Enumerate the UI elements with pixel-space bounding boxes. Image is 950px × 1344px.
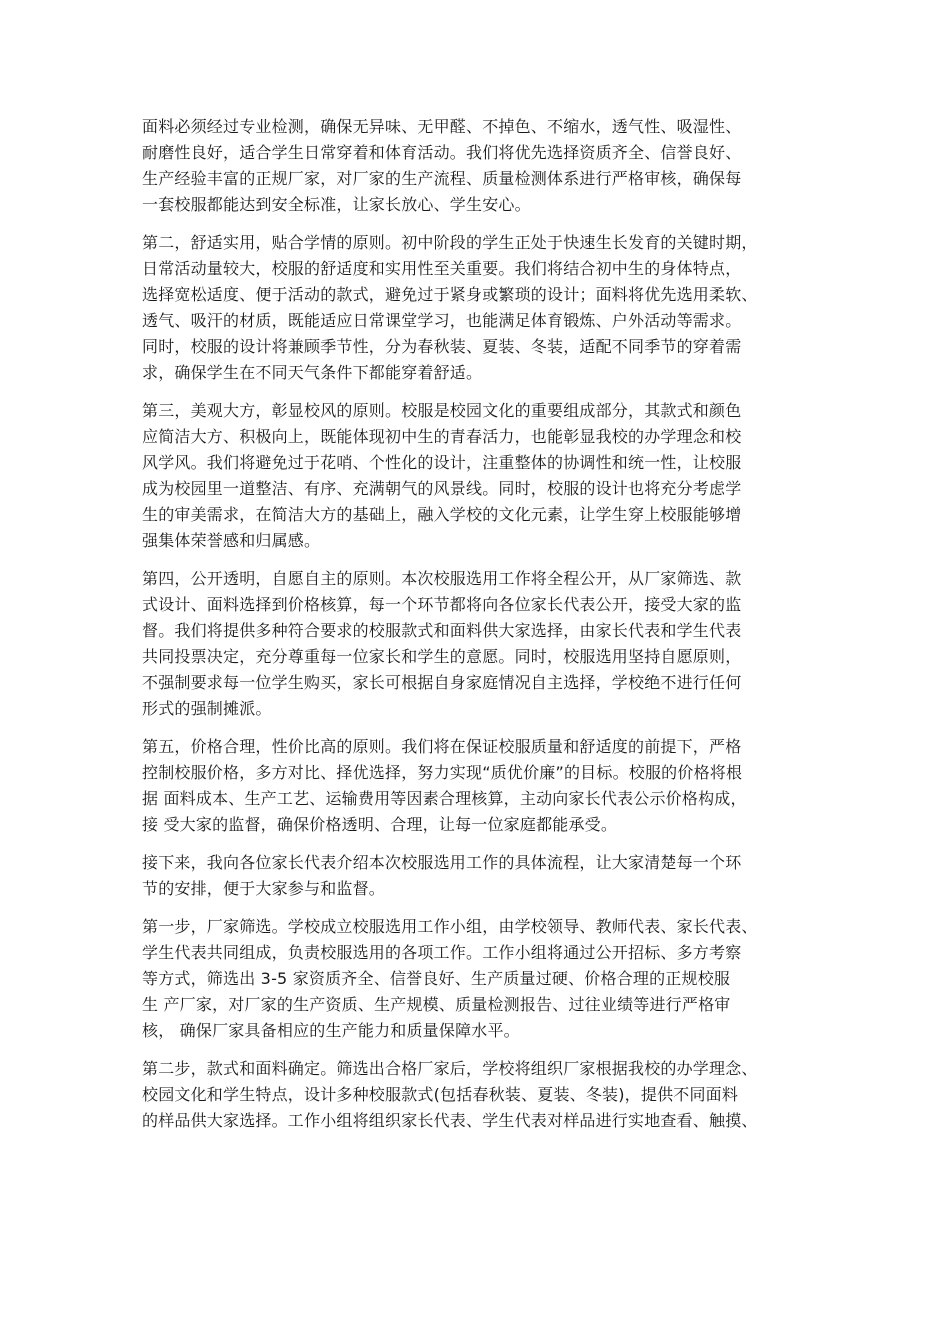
text-line: 应简洁大方、积极向上，既能体现初中生的青春活力，也能彰显我校的办学理念和校	[142, 427, 742, 446]
paragraph	[142, 398, 822, 554]
text-line: 生的审美需求，在简洁大方的基础上，融入学校的文化元素，让学生穿上校服能够增	[142, 505, 742, 524]
paragraph	[142, 734, 822, 838]
text-line: 控制校服价格，多方对比、择优选择，努力实现“质优价廉”的目标。校服的价格将根	[142, 763, 743, 782]
text-line: 选择宽松适度、便于活动的款式，避免过于紧身或繁琐的设计；面料将优先选用柔软、	[142, 285, 758, 304]
text-line: 学生代表共同组成，负责校服选用的各项工作。工作小组将通过公开招标、多方考察	[142, 943, 742, 962]
paragraph	[142, 566, 822, 722]
text-line: 强集体荣誉感和归属感。	[142, 531, 321, 550]
text-line: 接下来，我向各位家长代表介绍本次校服选用工作的具体流程，让大家清楚每一个环	[142, 853, 742, 872]
text-line: 等方式，筛选出 3-5 家资质齐全、信誉良好、生产质量过硬、价格合理的正规校服	[142, 969, 731, 988]
text-line: 成为校园里一道整洁、有序、充满朝气的风景线。同时，校服的设计也将充分考虑学	[142, 479, 742, 498]
text-line: 求，确保学生在不同天气条件下都能穿着舒适。	[142, 363, 483, 382]
text-line: 第四，公开透明，自愿自主的原则。本次校服选用工作将全程公开，从厂家筛选、款	[142, 569, 742, 588]
paragraph	[142, 114, 822, 218]
paragraph	[142, 914, 822, 1044]
text-line: 校园文化和学生特点，设计多种校服款式(包括春秋装、夏装、冬装)，提供不同面料	[142, 1085, 739, 1104]
text-line: 面料必须经过专业检测，确保无异味、无甲醛、不掉色、不缩水，透气性、吸湿性、	[142, 117, 742, 136]
text-line: 第五，价格合理，性价比高的原则。我们将在保证校服质量和舒适度的前提下，严格	[142, 737, 742, 756]
text-line: 形式的强制摊派。	[142, 699, 272, 718]
text-line: 第一步，厂家筛选。学校成立校服选用工作小组，由学校领导、教师代表、家长代表、	[142, 917, 758, 936]
text-line: 生产经验丰富的正规厂家，对厂家的生产流程、质量检测体系进行严格审核，确保每	[142, 169, 742, 188]
text-line: 日常活动量较大，校服的舒适度和实用性至关重要。我们将结合初中生的身体特点，	[142, 259, 742, 278]
text-line: 核， 确保厂家具备相应的生产能力和质量保障水平。	[142, 1021, 520, 1040]
text-line: 接 受大家的监督，确保价格透明、合理，让每一位家庭都能承受。	[142, 815, 618, 834]
text-line: 第三，美观大方，彰显校风的原则。校服是校园文化的重要组成部分，其款式和颜色	[142, 401, 742, 420]
text-line: 的样品供大家选择。工作小组将组织家长代表、学生代表对样品进行实地查看、触摸、	[142, 1111, 758, 1130]
text-line: 第二，舒适实用，贴合学情的原则。初中阶段的学生正处于快速生长发育的关键时期，	[142, 233, 758, 252]
text-line: 式设计、面料选择到价格核算，每一个环节都将向各位家长代表公开，接受大家的监	[142, 595, 742, 614]
text-line: 生 产厂家，对厂家的生产资质、生产规模、质量检测报告、过往业绩等进行严格审	[142, 995, 731, 1014]
text-line: 据 面料成本、生产工艺、运输费用等因素合理核算，主动向家长代表公示价格构成，	[142, 789, 747, 808]
paragraph	[142, 230, 822, 386]
text-line: 不强制要求每一位学生购买，家长可根据自身家庭情况自主选择，学校绝不进行任何	[142, 673, 742, 692]
text-line: 风学风。我们将避免过于花哨、个性化的设计，注重整体的协调性和统一性，让校服	[142, 453, 742, 472]
text-line: 督。我们将提供多种符合要求的校服款式和面料供大家选择，由家长代表和学生代表	[142, 621, 742, 640]
paragraph	[142, 850, 822, 902]
text-line: 耐磨性良好，适合学生日常穿着和体育活动。我们将优先选择资质齐全、信誉良好、	[142, 143, 742, 162]
text-line: 节的安排，便于大家参与和监督。	[142, 879, 386, 898]
paragraph	[142, 1056, 822, 1134]
text-line: 透气、吸汗的材质，既能适应日常课堂学习，也能满足体育锻炼、户外活动等需求。	[142, 311, 742, 330]
text-line: 第二步，款式和面料确定。筛选出合格厂家后，学校将组织厂家根据我校的办学理念、	[142, 1059, 758, 1078]
document-body	[142, 114, 822, 1146]
text-line: 同时，校服的设计将兼顾季节性，分为春秋装、夏装、冬装，适配不同季节的穿着需	[142, 337, 742, 356]
text-line: 共同投票决定，充分尊重每一位家长和学生的意愿。同时，校服选用坚持自愿原则，	[142, 647, 742, 666]
text-line: 一套校服都能达到安全标准，让家长放心、学生安心。	[142, 195, 531, 214]
